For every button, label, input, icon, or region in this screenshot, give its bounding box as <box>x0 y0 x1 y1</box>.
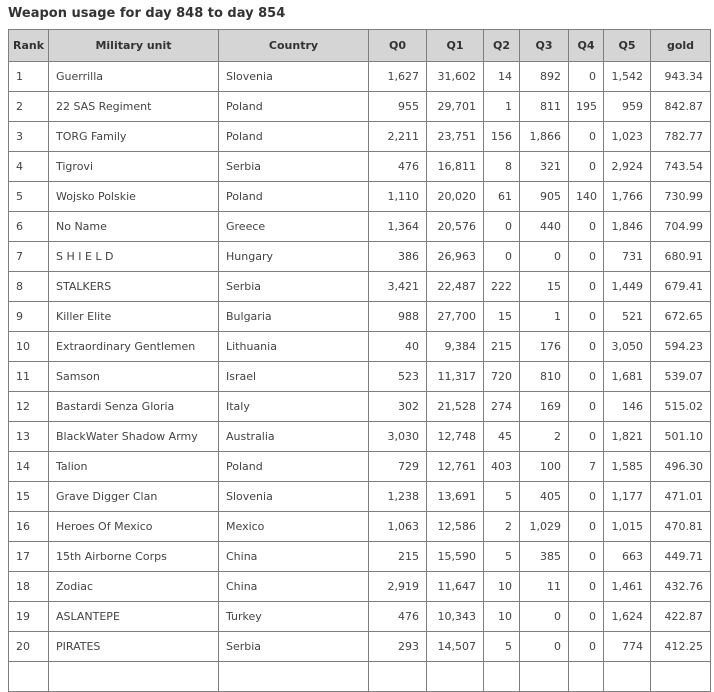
cell-military-unit: No Name <box>49 212 219 242</box>
cell-q5: 774 <box>604 632 651 662</box>
cell-q2: 403 <box>484 452 520 482</box>
cell-q3: 385 <box>520 542 569 572</box>
cell-q5: 1,624 <box>604 602 651 632</box>
cell-gold: 743.54 <box>651 152 711 182</box>
cell-q3: 100 <box>520 452 569 482</box>
cell-q0: 476 <box>369 152 427 182</box>
cell-q5: 1,681 <box>604 362 651 392</box>
cell-q1: 11,647 <box>427 572 484 602</box>
cell-q0: 955 <box>369 92 427 122</box>
cell-rank: 19 <box>9 602 49 632</box>
cell-q1: 13,691 <box>427 482 484 512</box>
cell-country: Hungary <box>219 242 369 272</box>
cell-military-unit: Talion <box>49 452 219 482</box>
cell-q5: 2,924 <box>604 152 651 182</box>
cell-empty <box>604 662 651 692</box>
cell-q1: 10,343 <box>427 602 484 632</box>
cell-country: Poland <box>219 122 369 152</box>
cell-rank: 8 <box>9 272 49 302</box>
cell-military-unit: TORG Family <box>49 122 219 152</box>
weapon-usage-table <box>8 29 711 692</box>
cell-q2: 45 <box>484 422 520 452</box>
cell-empty <box>651 662 711 692</box>
cell-military-unit: BlackWater Shadow Army <box>49 422 219 452</box>
cell-q0: 293 <box>369 632 427 662</box>
cell-rank: 5 <box>9 182 49 212</box>
cell-q5: 521 <box>604 302 651 332</box>
cell-q5: 1,821 <box>604 422 651 452</box>
cell-gold: 672.65 <box>651 302 711 332</box>
cell-rank: 11 <box>9 362 49 392</box>
column-header-military-unit: Military unit <box>49 30 219 62</box>
cell-q4: 0 <box>569 602 604 632</box>
cell-q1: 16,811 <box>427 152 484 182</box>
cell-q0: 729 <box>369 452 427 482</box>
cell-country: Serbia <box>219 272 369 302</box>
cell-q5: 3,050 <box>604 332 651 362</box>
table-row <box>9 542 711 572</box>
cell-q1: 22,487 <box>427 272 484 302</box>
column-header-q4: Q4 <box>569 30 604 62</box>
cell-q5: 1,449 <box>604 272 651 302</box>
cell-military-unit: Extraordinary Gentlemen <box>49 332 219 362</box>
table-body <box>9 62 711 692</box>
cell-rank: 10 <box>9 332 49 362</box>
cell-q0: 1,364 <box>369 212 427 242</box>
cell-q1: 15,590 <box>427 542 484 572</box>
cell-rank: 18 <box>9 572 49 602</box>
table-row <box>9 422 711 452</box>
cell-q4: 0 <box>569 512 604 542</box>
cell-rank: 15 <box>9 482 49 512</box>
cell-rank: 4 <box>9 152 49 182</box>
cell-q1: 21,528 <box>427 392 484 422</box>
cell-country: Israel <box>219 362 369 392</box>
cell-q4: 0 <box>569 62 604 92</box>
cell-q3: 11 <box>520 572 569 602</box>
cell-gold: 501.10 <box>651 422 711 452</box>
cell-q4: 0 <box>569 242 604 272</box>
cell-military-unit: 15th Airborne Corps <box>49 542 219 572</box>
cell-gold: 943.34 <box>651 62 711 92</box>
cell-q0: 1,063 <box>369 512 427 542</box>
cell-military-unit: Tigrovi <box>49 152 219 182</box>
cell-rank: 17 <box>9 542 49 572</box>
cell-q4: 195 <box>569 92 604 122</box>
cell-military-unit: Killer Elite <box>49 302 219 332</box>
cell-gold: 680.91 <box>651 242 711 272</box>
cell-q4: 140 <box>569 182 604 212</box>
table-row <box>9 152 711 182</box>
cell-military-unit: Bastardi Senza Gloria <box>49 392 219 422</box>
cell-q0: 1,238 <box>369 482 427 512</box>
cell-gold: 842.87 <box>651 92 711 122</box>
cell-q1: 29,701 <box>427 92 484 122</box>
cell-military-unit: Zodiac <box>49 572 219 602</box>
cell-q1: 11,317 <box>427 362 484 392</box>
cell-rank: 3 <box>9 122 49 152</box>
cell-q5: 1,023 <box>604 122 651 152</box>
column-header-gold: gold <box>651 30 711 62</box>
cell-gold: 470.81 <box>651 512 711 542</box>
cell-q2: 5 <box>484 482 520 512</box>
cell-q1: 9,384 <box>427 332 484 362</box>
cell-q2: 5 <box>484 542 520 572</box>
cell-q4: 0 <box>569 122 604 152</box>
cell-country: Poland <box>219 452 369 482</box>
cell-q2: 5 <box>484 632 520 662</box>
cell-q5: 959 <box>604 92 651 122</box>
cell-q2: 2 <box>484 512 520 542</box>
table-row <box>9 332 711 362</box>
cell-military-unit: STALKERS <box>49 272 219 302</box>
cell-q3: 811 <box>520 92 569 122</box>
cell-gold: 730.99 <box>651 182 711 212</box>
table-row <box>9 572 711 602</box>
cell-q5: 1,461 <box>604 572 651 602</box>
cell-q3: 1 <box>520 302 569 332</box>
cell-q2: 215 <box>484 332 520 362</box>
table-row <box>9 482 711 512</box>
cell-q0: 2,919 <box>369 572 427 602</box>
cell-country: Greece <box>219 212 369 242</box>
cell-q3: 1,029 <box>520 512 569 542</box>
cell-gold: 496.30 <box>651 452 711 482</box>
cell-q0: 3,030 <box>369 422 427 452</box>
table-row-partial <box>9 662 711 692</box>
cell-q2: 1 <box>484 92 520 122</box>
cell-country: Slovenia <box>219 482 369 512</box>
table-row <box>9 452 711 482</box>
cell-military-unit: Guerrilla <box>49 62 219 92</box>
table-row <box>9 512 711 542</box>
cell-country: Serbia <box>219 152 369 182</box>
cell-q3: 905 <box>520 182 569 212</box>
column-header-rank: Rank <box>9 30 49 62</box>
cell-empty <box>484 662 520 692</box>
cell-q4: 0 <box>569 212 604 242</box>
cell-q4: 0 <box>569 422 604 452</box>
cell-rank: 1 <box>9 62 49 92</box>
cell-q0: 40 <box>369 332 427 362</box>
cell-q3: 0 <box>520 242 569 272</box>
cell-rank: 2 <box>9 92 49 122</box>
table-row <box>9 212 711 242</box>
cell-q3: 405 <box>520 482 569 512</box>
cell-gold: 594.23 <box>651 332 711 362</box>
cell-q4: 0 <box>569 632 604 662</box>
cell-q3: 0 <box>520 602 569 632</box>
table-row <box>9 302 711 332</box>
table-row <box>9 632 711 662</box>
cell-q2: 156 <box>484 122 520 152</box>
cell-empty <box>569 662 604 692</box>
cell-country: Turkey <box>219 602 369 632</box>
cell-country: China <box>219 542 369 572</box>
column-header-country: Country <box>219 30 369 62</box>
column-header-q0: Q0 <box>369 30 427 62</box>
cell-gold: 412.25 <box>651 632 711 662</box>
cell-q0: 988 <box>369 302 427 332</box>
cell-rank: 6 <box>9 212 49 242</box>
cell-q3: 169 <box>520 392 569 422</box>
cell-q0: 2,211 <box>369 122 427 152</box>
cell-q0: 215 <box>369 542 427 572</box>
cell-gold: 539.07 <box>651 362 711 392</box>
cell-q3: 892 <box>520 62 569 92</box>
cell-q3: 440 <box>520 212 569 242</box>
cell-q5: 1,766 <box>604 182 651 212</box>
cell-empty <box>49 662 219 692</box>
cell-q1: 31,602 <box>427 62 484 92</box>
cell-rank: 13 <box>9 422 49 452</box>
table-row <box>9 272 711 302</box>
cell-q0: 476 <box>369 602 427 632</box>
cell-empty <box>520 662 569 692</box>
cell-q1: 23,751 <box>427 122 484 152</box>
table-row <box>9 392 711 422</box>
cell-q1: 26,963 <box>427 242 484 272</box>
table-row <box>9 242 711 272</box>
cell-q4: 0 <box>569 332 604 362</box>
cell-q4: 0 <box>569 302 604 332</box>
cell-q5: 1,015 <box>604 512 651 542</box>
cell-q3: 2 <box>520 422 569 452</box>
cell-q1: 20,576 <box>427 212 484 242</box>
cell-country: Poland <box>219 92 369 122</box>
cell-country: Lithuania <box>219 332 369 362</box>
cell-rank: 14 <box>9 452 49 482</box>
cell-q0: 3,421 <box>369 272 427 302</box>
table-row <box>9 602 711 632</box>
cell-q0: 386 <box>369 242 427 272</box>
column-header-q1: Q1 <box>427 30 484 62</box>
cell-q4: 0 <box>569 542 604 572</box>
table-row <box>9 182 711 212</box>
column-header-q3: Q3 <box>520 30 569 62</box>
cell-country: Mexico <box>219 512 369 542</box>
page-title: Weapon usage for day 848 to day 854 <box>8 6 286 21</box>
cell-q3: 0 <box>520 632 569 662</box>
cell-empty <box>369 662 427 692</box>
cell-q2: 0 <box>484 242 520 272</box>
cell-q1: 12,748 <box>427 422 484 452</box>
cell-empty <box>219 662 369 692</box>
cell-q0: 523 <box>369 362 427 392</box>
cell-q2: 222 <box>484 272 520 302</box>
cell-rank: 12 <box>9 392 49 422</box>
cell-military-unit: S H I E L D <box>49 242 219 272</box>
table-row <box>9 62 711 92</box>
cell-q0: 1,110 <box>369 182 427 212</box>
cell-q2: 14 <box>484 62 520 92</box>
cell-military-unit: Heroes Of Mexico <box>49 512 219 542</box>
cell-military-unit: 22 SAS Regiment <box>49 92 219 122</box>
cell-q2: 274 <box>484 392 520 422</box>
cell-q3: 176 <box>520 332 569 362</box>
table-row <box>9 362 711 392</box>
cell-gold: 515.02 <box>651 392 711 422</box>
cell-q0: 302 <box>369 392 427 422</box>
cell-gold: 449.71 <box>651 542 711 572</box>
cell-q2: 10 <box>484 572 520 602</box>
cell-q4: 7 <box>569 452 604 482</box>
cell-q1: 27,700 <box>427 302 484 332</box>
cell-q4: 0 <box>569 362 604 392</box>
cell-q5: 1,585 <box>604 452 651 482</box>
cell-rank: 7 <box>9 242 49 272</box>
table-row <box>9 92 711 122</box>
cell-gold: 422.87 <box>651 602 711 632</box>
cell-q1: 20,020 <box>427 182 484 212</box>
cell-q3: 1,866 <box>520 122 569 152</box>
cell-q5: 731 <box>604 242 651 272</box>
column-header-q5: Q5 <box>604 30 651 62</box>
cell-military-unit: ASLANTEPE <box>49 602 219 632</box>
cell-q3: 810 <box>520 362 569 392</box>
table-header-row <box>9 30 711 62</box>
cell-country: China <box>219 572 369 602</box>
cell-q4: 0 <box>569 572 604 602</box>
cell-q1: 14,507 <box>427 632 484 662</box>
cell-gold: 432.76 <box>651 572 711 602</box>
cell-q2: 0 <box>484 212 520 242</box>
cell-q5: 663 <box>604 542 651 572</box>
cell-gold: 679.41 <box>651 272 711 302</box>
cell-q4: 0 <box>569 482 604 512</box>
cell-gold: 782.77 <box>651 122 711 152</box>
cell-q2: 8 <box>484 152 520 182</box>
cell-q4: 0 <box>569 392 604 422</box>
cell-rank: 16 <box>9 512 49 542</box>
cell-country: Australia <box>219 422 369 452</box>
cell-q2: 15 <box>484 302 520 332</box>
cell-q2: 720 <box>484 362 520 392</box>
cell-q5: 1,177 <box>604 482 651 512</box>
cell-empty <box>9 662 49 692</box>
cell-rank: 9 <box>9 302 49 332</box>
cell-q3: 321 <box>520 152 569 182</box>
cell-gold: 704.99 <box>651 212 711 242</box>
cell-q4: 0 <box>569 152 604 182</box>
cell-gold: 471.01 <box>651 482 711 512</box>
cell-military-unit: PIRATES <box>49 632 219 662</box>
column-header-q2: Q2 <box>484 30 520 62</box>
cell-country: Serbia <box>219 632 369 662</box>
cell-q0: 1,627 <box>369 62 427 92</box>
cell-q3: 15 <box>520 272 569 302</box>
cell-q5: 1,542 <box>604 62 651 92</box>
cell-q5: 146 <box>604 392 651 422</box>
cell-country: Italy <box>219 392 369 422</box>
cell-q5: 1,846 <box>604 212 651 242</box>
cell-military-unit: Samson <box>49 362 219 392</box>
table-row <box>9 122 711 152</box>
cell-q4: 0 <box>569 272 604 302</box>
cell-q2: 10 <box>484 602 520 632</box>
cell-q1: 12,761 <box>427 452 484 482</box>
cell-empty <box>427 662 484 692</box>
cell-country: Slovenia <box>219 62 369 92</box>
cell-q1: 12,586 <box>427 512 484 542</box>
cell-q2: 61 <box>484 182 520 212</box>
cell-country: Poland <box>219 182 369 212</box>
cell-rank: 20 <box>9 632 49 662</box>
cell-military-unit: Wojsko Polskie <box>49 182 219 212</box>
cell-country: Bulgaria <box>219 302 369 332</box>
cell-military-unit: Grave Digger Clan <box>49 482 219 512</box>
